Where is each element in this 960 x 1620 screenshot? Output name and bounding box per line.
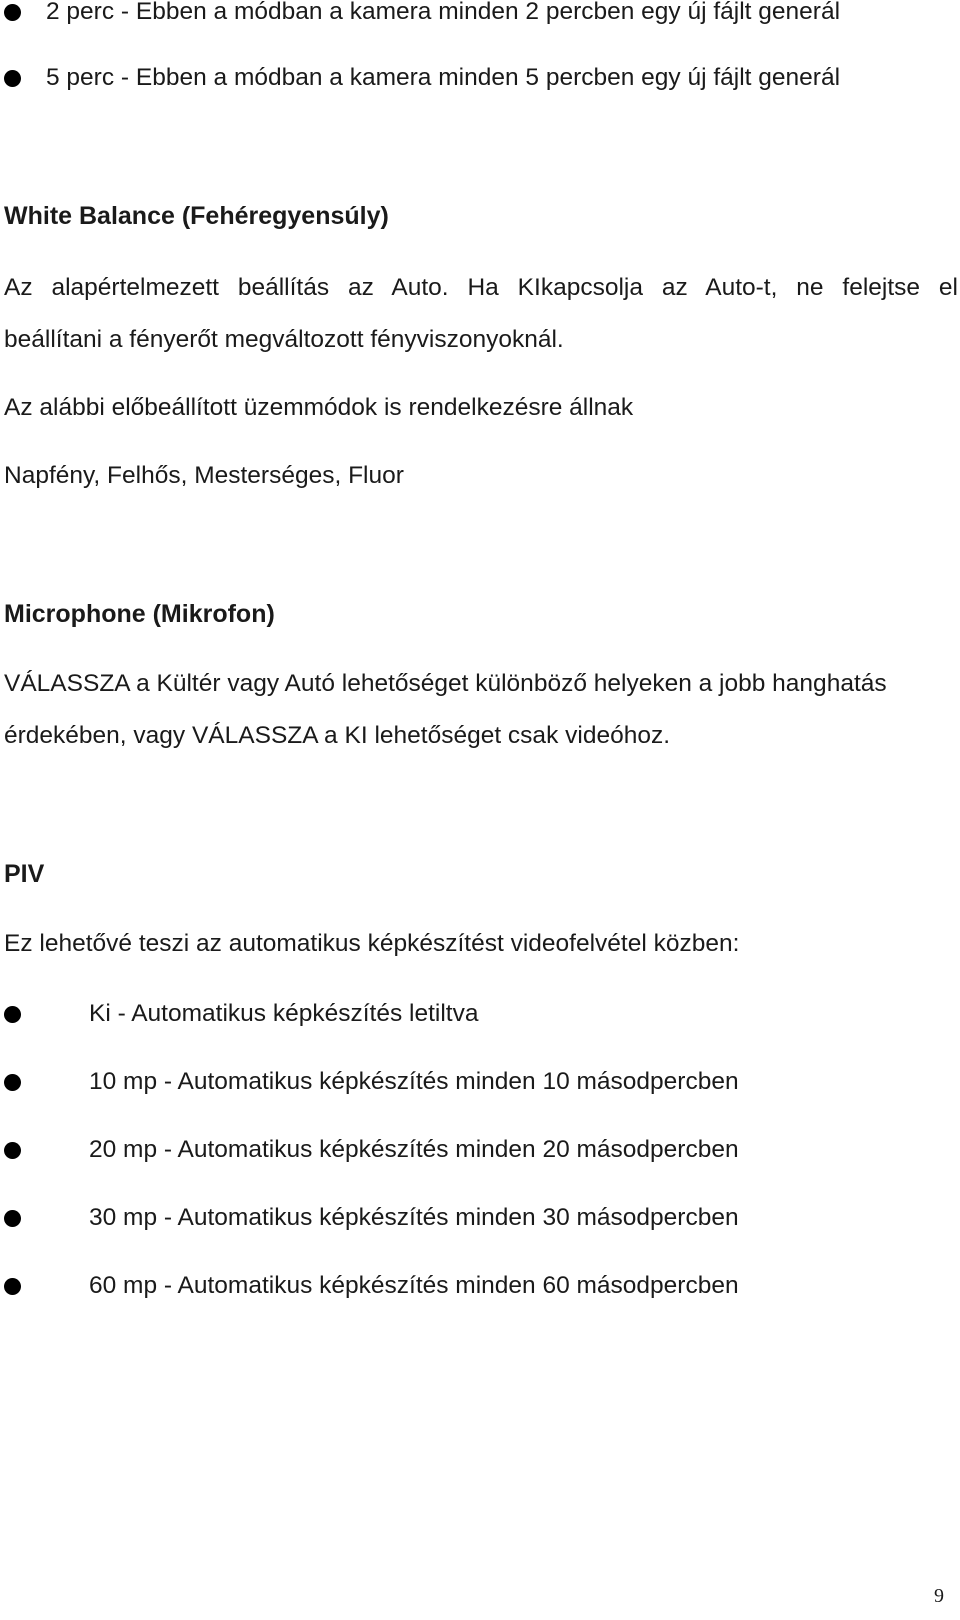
list-item xyxy=(0,0,21,28)
list-item xyxy=(0,62,21,94)
piv-intro: Ez lehetővé teszi az automatikus képkészítést videofelvétel közben: xyxy=(4,930,740,957)
list-item xyxy=(0,1202,21,1234)
page-number: 9 xyxy=(934,1585,944,1607)
piv-option-20s: 20 mp - Automatikus képkészítés minden 20 másodpercben xyxy=(89,1136,739,1163)
list-item xyxy=(0,1066,21,1098)
list-item xyxy=(0,998,21,1030)
bullet-icon xyxy=(4,1006,21,1023)
piv-option-60s: 60 mp - Automatikus képkészítés minden 60 másodpercben xyxy=(89,1272,739,1299)
bullet-icon xyxy=(4,1210,21,1227)
piv-option-off: Ki - Automatikus képkészítés letiltva xyxy=(89,1000,479,1027)
bullet-icon xyxy=(4,1278,21,1295)
bullet-icon xyxy=(4,1142,21,1159)
record-mode-option-5min: 5 perc - Ebben a módban a kamera minden 5 percben egy új fájlt generál xyxy=(46,64,841,91)
piv-heading: PIV xyxy=(4,860,45,888)
white-balance-description-line-2: beállítani a fényerőt megváltozott fényviszonyoknál. xyxy=(4,326,564,353)
white-balance-heading: White Balance (Fehéregyensúly) xyxy=(4,202,389,230)
list-item xyxy=(0,1270,21,1302)
piv-option-10s: 10 mp - Automatikus képkészítés minden 10 másodpercben xyxy=(89,1068,739,1095)
bullet-icon xyxy=(4,70,21,87)
list-item xyxy=(0,1134,21,1166)
microphone-description-line-2: érdekében, vagy VÁLASSZA a KI lehetőséget csak videóhoz. xyxy=(4,722,670,749)
bullet-icon xyxy=(4,4,21,21)
record-mode-option-2min: 2 perc - Ebben a módban a kamera minden 2 percben egy új fájlt generál xyxy=(46,0,841,25)
piv-option-30s: 30 mp - Automatikus képkészítés minden 30 másodpercben xyxy=(89,1204,739,1231)
microphone-heading: Microphone (Mikrofon) xyxy=(4,600,275,628)
white-balance-description-line-1: Az alapértelmezett beállítás az Auto. Ha KIkapcsolja az Auto-t, ne felejtse el xyxy=(4,274,958,301)
white-balance-presets-intro: Az alábbi előbeállított üzemmódok is rendelkezésre állnak xyxy=(4,394,634,421)
white-balance-presets-list: Napfény, Felhős, Mesterséges, Fluor xyxy=(4,462,404,489)
bullet-icon xyxy=(4,1074,21,1091)
microphone-description-line-1: VÁLASSZA a Kültér vagy Autó lehetőséget különböző helyeken a jobb hanghatás xyxy=(4,670,887,697)
